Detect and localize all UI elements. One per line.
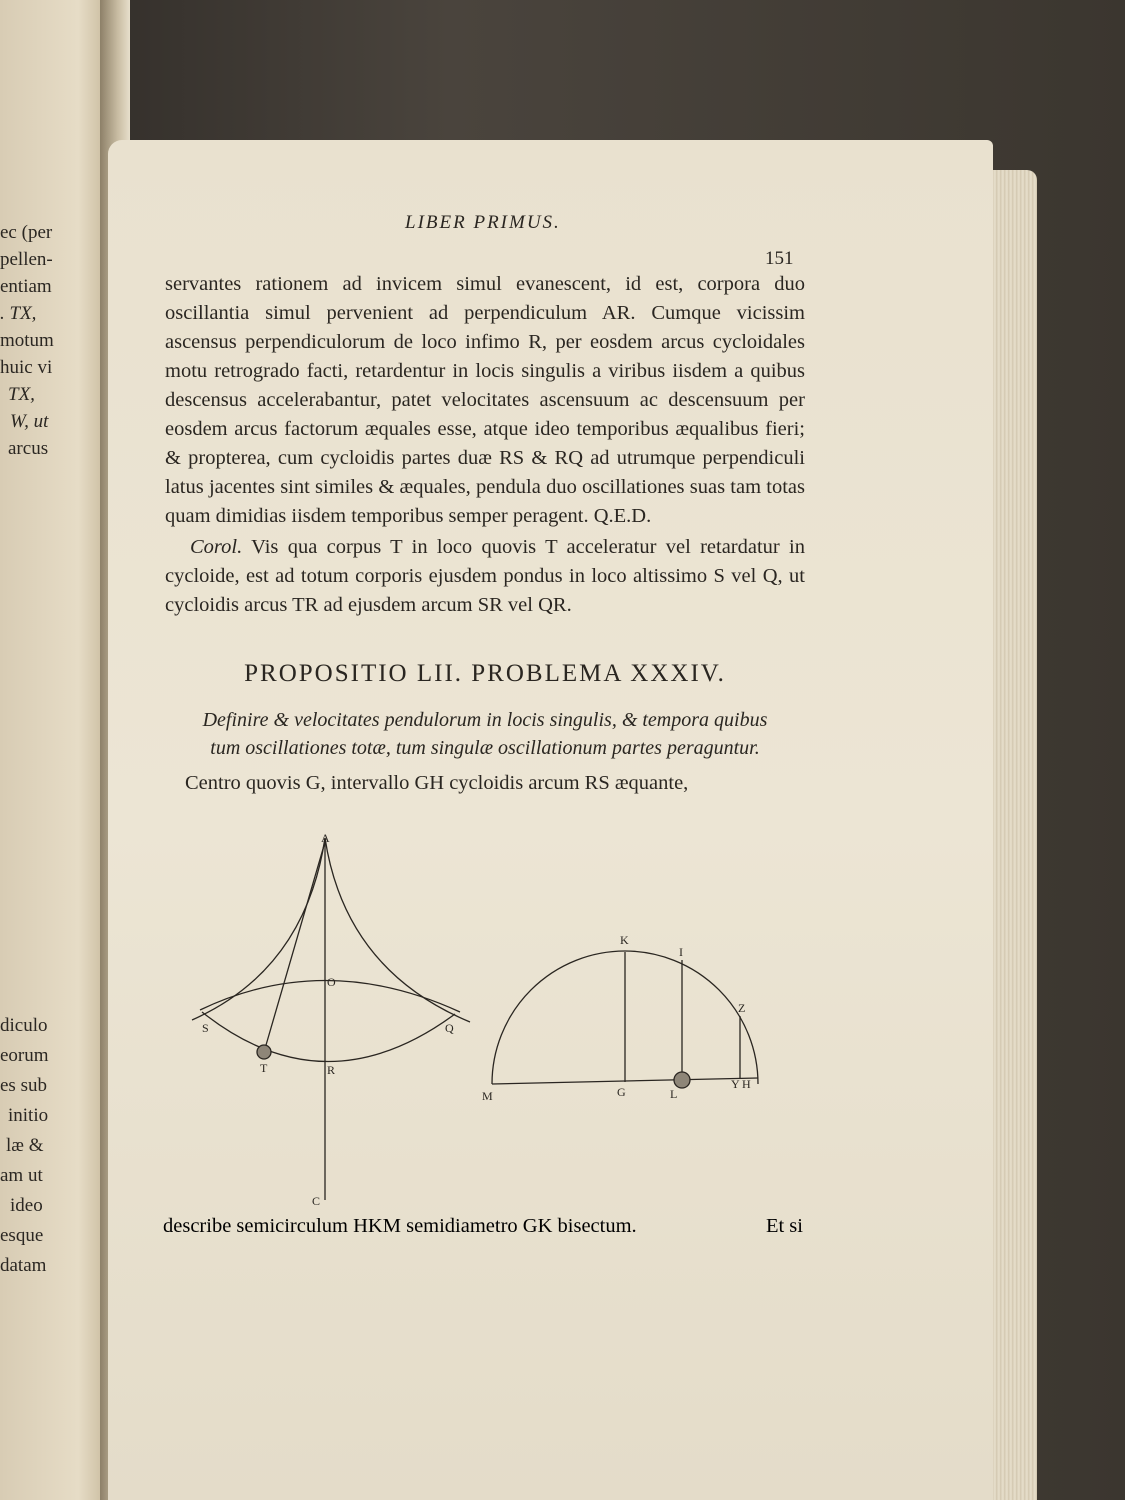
label-Q: Q [445,1021,454,1035]
left-page-line: esque [0,1225,44,1246]
left-page-line: datam [0,1255,47,1276]
running-head: LIBER PRIMUS. [405,212,561,233]
body-text [165,270,805,620]
left-page-line: . TX, [0,303,37,324]
left-page-line: am ut [0,1165,43,1186]
left-page-line: motum [0,330,54,351]
text-before-figure: Centro quovis G, intervallo GH cycloidis arcum RS æquante, [185,772,689,794]
left-page-line: ideo [10,1195,43,1216]
left-page-line: diculo [0,1015,48,1036]
label-C: C [312,1194,321,1208]
left-page-line: entiam [0,276,52,297]
cycloid-figure [192,838,470,1200]
cycloid-labels [202,831,454,1208]
proposition-enunciation [165,706,805,762]
left-page-line: pellen- [0,249,53,270]
corollary-label: Corol. [190,536,243,558]
left-page-line: huic vi [0,357,53,378]
cycloid-right-curve [325,838,470,1022]
geometric-figures [180,820,800,1210]
proposition-heading: PROPOSITIO LII. PROBLEMA XXXIV. [244,660,726,687]
label-T: T [260,1061,268,1075]
left-page-line: W, ut [10,411,49,432]
text-after-figure-row [163,1215,803,1238]
label-O: O [327,975,336,989]
lower-arc [202,1012,455,1062]
left-page [0,0,112,1500]
text-after-figure-end: Et si [765,1215,803,1237]
label-M: M [482,1089,493,1103]
left-page-line: ec (per [0,222,53,243]
text-after-figure: describe semicirculum HKM semidiametro GK bisectum. [163,1215,637,1237]
label-R: R [327,1063,336,1077]
corollary-paragraph [165,533,805,620]
enunciation-line-2: tum oscillationes totæ, tum singulæ oscillationum partes peraguntur. [210,737,760,759]
paragraph-1: servantes rationem ad invicem simul evanescent, id est, corpora duo oscillantia simul pervenient ad perpendiculum AR. Cumque vicissim ascensus perpendiculorum de loco infimo R, per eosdem arcus cycloidales motu retrogrado facti, retardentur in locis singulis a viribus iisdem a quibus descensus accelerabantur, patet velocitates ascensuum ac descensuum per eosdem arcus factorum æquales esse, atque ideo temporibus æqualibus fieri; & propterea, cum cycloidis partes duæ RS & RQ ad utrumque perpendiculi latus jacentes sint similes & æquales, pendula duo oscillationes suas tam totas quam dimidias iisdem temporibus semper peragent. Q.E.D. [165,273,805,527]
label-S: S [202,1021,209,1035]
left-page-line: læ & [6,1135,44,1156]
label-H: H [742,1077,751,1091]
label-Y: Y [731,1077,740,1091]
left-page-line: initio [8,1105,49,1126]
label-K: K [620,933,629,947]
corollary-text: Vis qua corpus T in loco quovis T acceleratur vel retardatur in cycloide, est ad totum corporis ejusdem pondus in loco altissimo S vel Q, ut cycloidis arcus TR ad ejusdem arcum SR vel QR. [165,536,805,616]
cycloid-left-curve [192,838,325,1020]
left-page-line: arcus [8,438,49,459]
enunciation-line-1: Definire & velocitates pendulorum in locis singulis, & tempora quibus [202,709,768,731]
label-Z: Z [738,1001,746,1015]
page-number: 151 [765,248,794,269]
pendulum-string [264,842,325,1052]
left-page-line: es sub [0,1075,47,1096]
left-page-line: eorum [0,1045,49,1066]
semicircle-bob [674,1072,690,1088]
semicircle-figure [492,951,758,1088]
pendulum-bob [257,1045,271,1059]
label-L: L [670,1087,678,1101]
label-I: I [679,945,683,959]
label-A: A [321,831,330,845]
left-page-line: TX, [8,384,35,405]
label-G: G [617,1085,626,1099]
semicircle-labels [482,933,751,1103]
